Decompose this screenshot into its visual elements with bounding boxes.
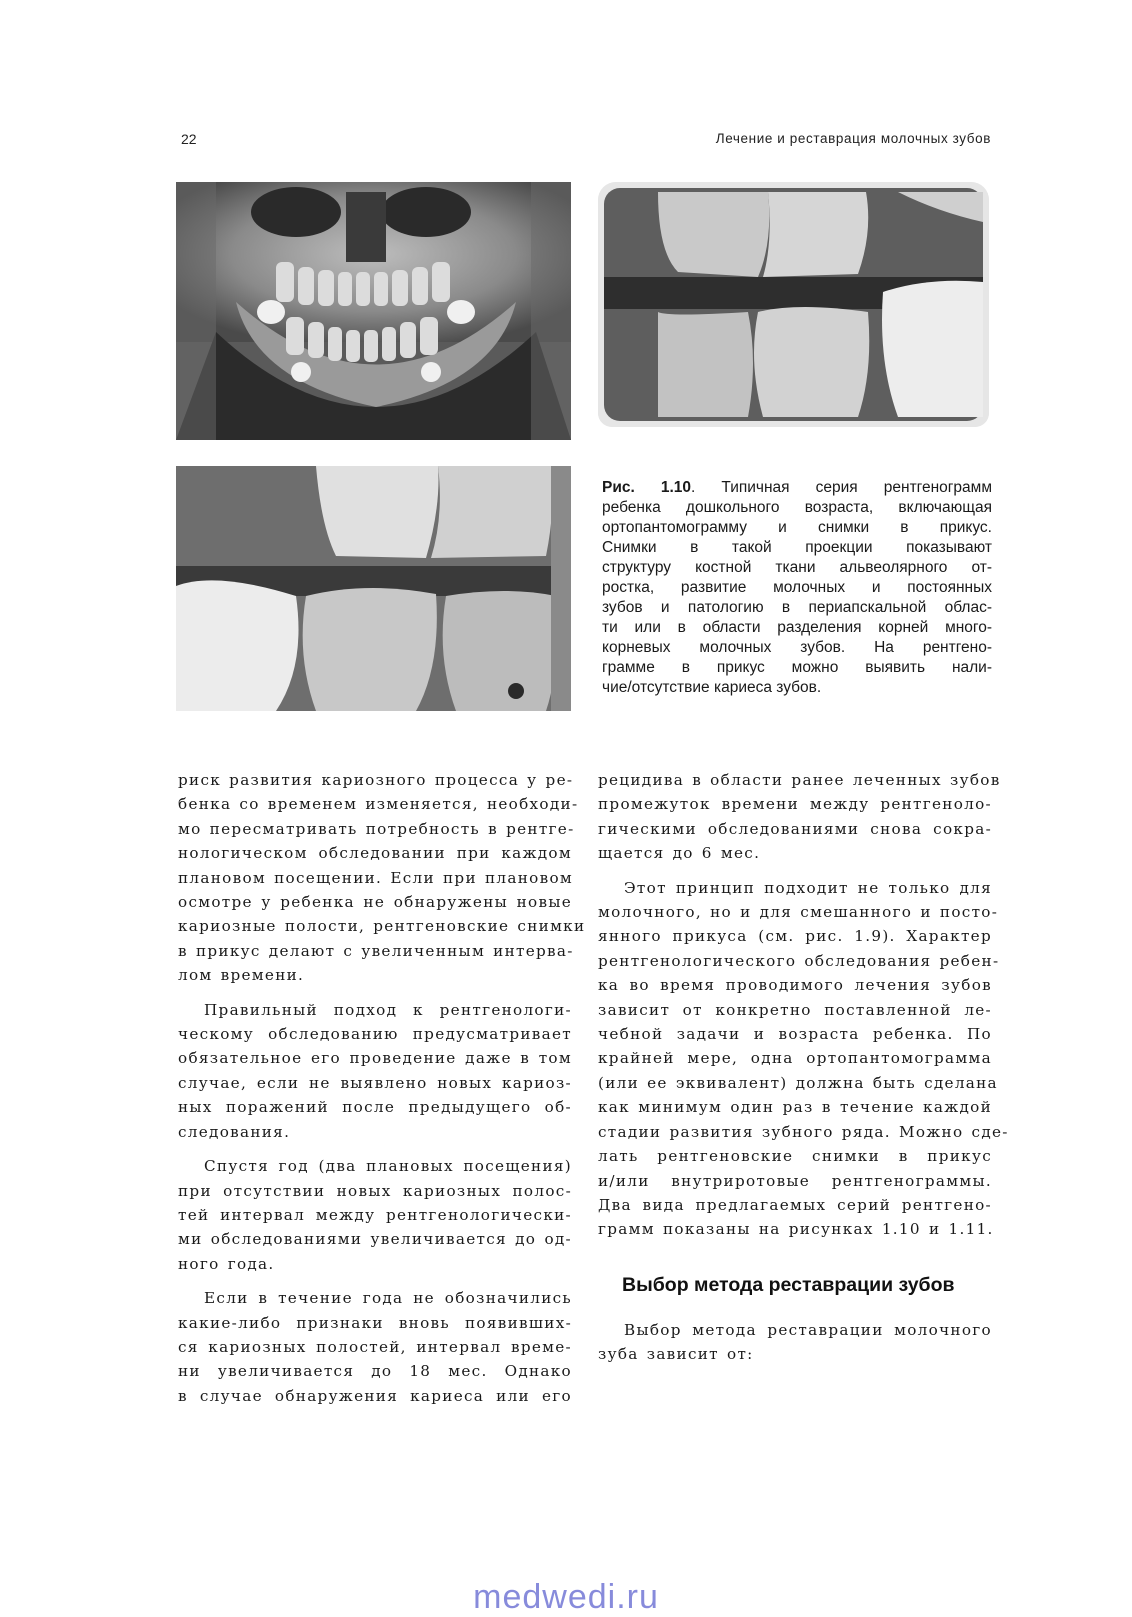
section-intro-text (598, 1318, 992, 1367)
text-line: тей интервал между рентгенологически- (178, 1205, 572, 1224)
caption-line: структуру костной ткани альвеолярного от- (602, 559, 992, 576)
text-line: какие-либо признаки вновь появивших- (178, 1313, 572, 1332)
section-heading: Выбор метода реставрации зубов (622, 1274, 955, 1296)
body-text-right-column (598, 768, 1009, 1242)
text-line: при отсутствии новых кариозных полос- (178, 1181, 572, 1200)
text-line: ных поражений после предыдущего об- (178, 1098, 572, 1117)
text-line: ка во время проводимого лечения зубов (598, 976, 992, 995)
caption-line: чие/отсутствие кариеса зубов. (602, 679, 822, 696)
text-line: ни увеличивается до 18 мес. Однако (178, 1362, 572, 1381)
text-line: риск развития кариозного процесса у ре- (178, 771, 574, 789)
text-line: рентгенологического обследования ребен- (598, 951, 1000, 970)
caption-line: ти или в области разделения корней много- (602, 619, 992, 636)
text-line: Правильный подход к рентгенологи- (204, 1000, 572, 1019)
text-line: щается до 6 мес. (598, 844, 761, 863)
caption-line: зубов и патологию в периапскальной облас- (602, 599, 992, 616)
text-line: рецидива в области ранее леченных зубов (598, 771, 1001, 789)
text-line: ми обследованиями увеличивается до од- (178, 1230, 572, 1249)
figure-label: Рис. 1.10 (602, 479, 692, 496)
text-line: чебной задачи и возраста ребенка. По (598, 1025, 992, 1044)
text-line: следования. (178, 1122, 291, 1141)
text-line: как минимум один раз в течение каждой (598, 1098, 992, 1117)
text-line: крайней мере, одна ортопантомограмма (598, 1049, 992, 1068)
text-line: промежуток времени между рентгеноло- (598, 795, 992, 814)
text-line: в прикус делают с увеличенным интерва- (178, 941, 574, 960)
text-line: лом времени. (178, 966, 305, 985)
text-line: плановом посещении. Если при плановом (178, 868, 574, 887)
page-number: 22 (181, 131, 197, 147)
text-line: бенка со временем изменяется, необходи- (178, 795, 579, 814)
body-text-left-column (178, 768, 586, 1408)
caption-line: Рис. 1.10. Типичная серия рентгенограмм (602, 479, 992, 496)
text-line: осмотре у ребенка не обнаружены новые (178, 893, 572, 912)
text-line: ческому обследованию предусматривает (178, 1025, 572, 1044)
text-line: мо пересматривать потребность в рентге- (178, 819, 575, 838)
caption-line: Снимки в такой проекции показывают (602, 539, 992, 556)
caption-line: ортопантомограмму и снимки в прикус. (602, 519, 992, 536)
figure-caption (602, 478, 992, 698)
text-line: Два вида предлагаемых серий рентгено- (598, 1195, 992, 1214)
text-line: стадии развития зубного ряда. Можно сде- (598, 1122, 1009, 1141)
text-line: янного прикуса (см. рис. 1.9). Характер (598, 927, 992, 946)
caption-line: ростка, развитие молочных и постоянных (602, 579, 992, 596)
caption-line: грамме в прикус можно выявить нали- (602, 659, 992, 676)
caption-line: корневых молочных зубов. На рентгено- (602, 639, 992, 656)
text-line: Этот принцип подходит не только для (624, 878, 992, 897)
text-line: в случае обнаружения кариеса или его (178, 1386, 572, 1405)
text-line: кариозные полости, рентгеновские снимки (178, 917, 586, 936)
text-line: ного года. (178, 1254, 275, 1273)
orthopantomogram-image (176, 182, 571, 440)
text-line: Выбор метода реставрации молочного (624, 1321, 992, 1339)
text-line: зуба зависит от: (598, 1345, 754, 1364)
text-line: случае, если не выявлено новых кариоз- (178, 1073, 572, 1092)
text-line: Спустя год (два плановых посещения) (204, 1157, 572, 1176)
text-line: и/или внутриротовые рентгенограммы. (598, 1171, 992, 1190)
bitewing-radiograph-2 (176, 466, 571, 711)
caption-line: ребенка дошкольного возраста, включающая (602, 499, 992, 516)
text-line: (или ее эквивалент) должна быть сделана (598, 1073, 998, 1092)
text-line: нологическом обследовании при каждом (178, 844, 572, 863)
text-line: гическими обследованиями снова сокра- (598, 819, 992, 838)
text-line: ся кариозных полостей, интервал време- (178, 1337, 572, 1356)
text-line: молочного, но и для смешанного и посто- (598, 903, 999, 922)
text-line: лать рентгеновские снимки в прикус (598, 1147, 992, 1166)
text-line: зависит от конкретно поставленной ле- (598, 1000, 992, 1019)
text-line: Если в течение года не обозначились (204, 1289, 572, 1308)
bitewing-radiograph-1 (598, 182, 989, 427)
watermark: medwedi.ru (473, 1578, 659, 1616)
text-line: обязательное его проведение даже в том (178, 1049, 572, 1068)
running-title: Лечение и реставрация молочных зубов (715, 131, 991, 146)
text-line: грамм показаны на рисунках 1.10 и 1.11. (598, 1220, 994, 1239)
